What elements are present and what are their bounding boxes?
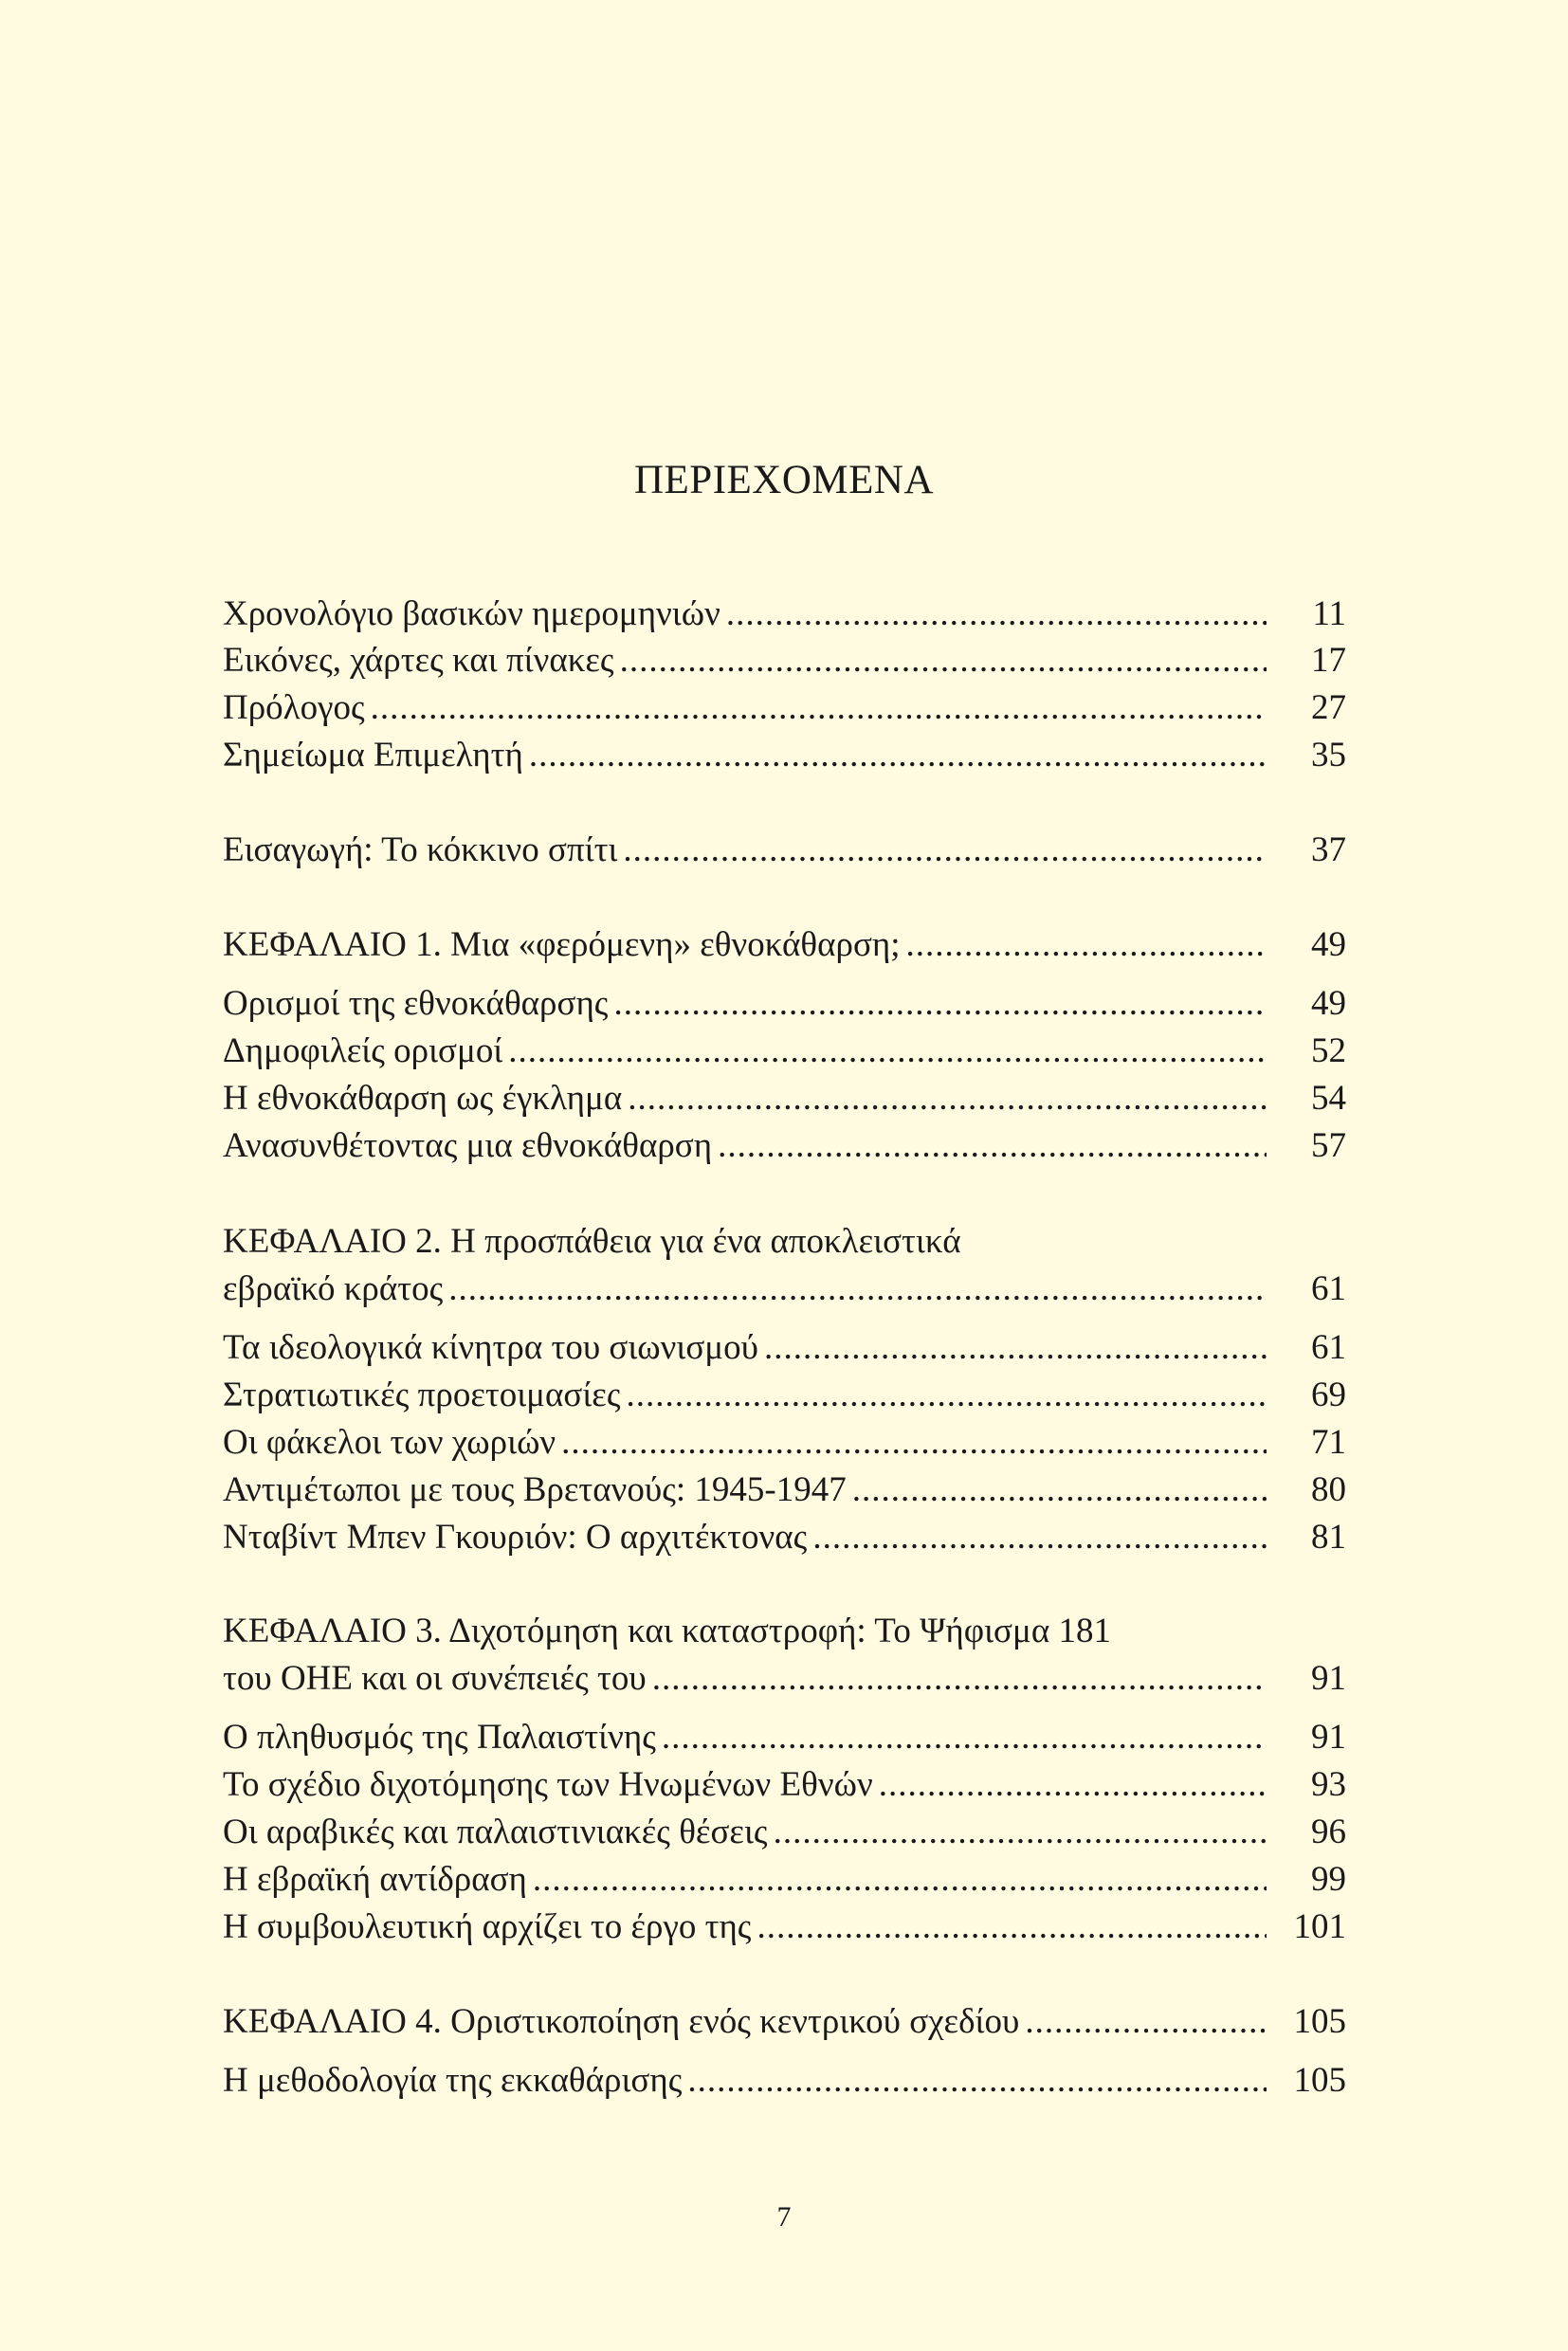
toc-entry-page: 37 bbox=[1311, 830, 1346, 869]
toc-entry[interactable] bbox=[223, 733, 1346, 778]
toc-entry-label: του ΟΗΕ και οι συνέπειές του bbox=[223, 1659, 647, 1698]
dot-leader bbox=[529, 733, 1267, 778]
toc-entry-label: Χρονολόγιο βασικών ημερομηνιών bbox=[223, 594, 720, 633]
toc-entry[interactable] bbox=[223, 2058, 1346, 2104]
toc-entry[interactable] bbox=[223, 1325, 1346, 1371]
toc-entry-page: 69 bbox=[1311, 1376, 1346, 1414]
page-number: 7 bbox=[776, 2201, 792, 2233]
dot-leader bbox=[1025, 1999, 1267, 2045]
toc-entry-label: Η μεθοδολογία της εκκαθάρισης bbox=[223, 2061, 683, 2100]
toc-entry-label: Νταβίντ Μπεν Γκουριόν: Ο αρχιτέκτονας bbox=[223, 1518, 808, 1557]
toc-entry[interactable] bbox=[223, 981, 1346, 1027]
dot-leader bbox=[626, 1373, 1267, 1418]
toc-entry-label: Δημοφιλείς ορισμοί bbox=[223, 1031, 503, 1070]
dot-leader bbox=[687, 2058, 1267, 2104]
toc-entry-page: 61 bbox=[1311, 1328, 1346, 1367]
toc-entry-label: Εικόνες, χάρτες και πίνακες bbox=[223, 641, 614, 680]
toc-entry-page: 49 bbox=[1311, 925, 1346, 964]
toc-entry[interactable] bbox=[223, 1715, 1346, 1760]
toc-entry[interactable] bbox=[223, 1420, 1346, 1466]
toc-entry-label: εβραϊκό κράτος bbox=[223, 1269, 444, 1308]
dot-leader bbox=[628, 1076, 1267, 1121]
toc-entry[interactable] bbox=[223, 828, 1346, 873]
toc-entry-label: Σημείωμα Επιμελητή bbox=[223, 736, 523, 775]
dot-leader bbox=[371, 685, 1267, 731]
toc-entry[interactable] bbox=[223, 1467, 1346, 1513]
toc-entry-label: Αντιμέτωποι με τους Βρετανούς: 1945-1947 bbox=[223, 1470, 847, 1509]
toc-entry[interactable] bbox=[223, 1123, 1346, 1169]
toc-entry-page: 99 bbox=[1311, 1860, 1346, 1899]
toc-entry-page: 80 bbox=[1311, 1470, 1346, 1509]
toc-entry-page: 91 bbox=[1311, 1659, 1346, 1698]
toc-entry-label: Η συμβουλευτική αρχίζει το έργο της bbox=[223, 1907, 752, 1946]
toc-entry-label: Το σχέδιο διχοτόμησης των Ηνωμένων Εθνών bbox=[223, 1765, 873, 1804]
toc-entry-label: ΚΕΦΑΛΑΙΟ 4. Οριστικοποίηση ενός κεντρικού σχεδίου bbox=[223, 2002, 1020, 2041]
toc-entry-page: 96 bbox=[1311, 1813, 1346, 1851]
dot-leader bbox=[652, 1656, 1267, 1702]
toc-entry[interactable] bbox=[223, 1076, 1346, 1121]
toc-entry[interactable] bbox=[223, 685, 1346, 731]
toc-entry[interactable] bbox=[223, 1029, 1346, 1074]
toc-entry[interactable] bbox=[223, 1904, 1346, 1950]
toc-entry-page: 91 bbox=[1311, 1718, 1346, 1757]
dot-leader bbox=[533, 1857, 1267, 1903]
dot-leader bbox=[906, 922, 1267, 968]
toc-entry-page: 81 bbox=[1311, 1518, 1346, 1557]
toc-entry-page: 105 bbox=[1293, 2061, 1346, 2100]
toc-entry-page: 54 bbox=[1311, 1079, 1346, 1118]
dot-leader bbox=[508, 1029, 1267, 1074]
toc-entry[interactable] bbox=[223, 1857, 1346, 1903]
toc-entry-page: 57 bbox=[1311, 1126, 1346, 1165]
toc-entry-label: Εισαγωγή: Το κόκκινο σπίτι bbox=[223, 830, 618, 869]
toc-entry-page: 49 bbox=[1311, 984, 1346, 1023]
dot-leader bbox=[561, 1420, 1267, 1466]
toc-entry-label: Η εβραϊκή αντίδραση bbox=[223, 1860, 527, 1899]
toc-chapter-entry[interactable] bbox=[223, 1999, 1346, 2045]
dot-leader bbox=[764, 1325, 1267, 1371]
toc-chapter-entry[interactable] bbox=[223, 1656, 1346, 1702]
toc-entry-label: ΚΕΦΑΛΑΙΟ 1. Μια «φερόμενη» εθνοκάθαρση; bbox=[223, 925, 901, 964]
toc-entry-label: Οι αραβικές και παλαιστινιακές θέσεις bbox=[223, 1813, 768, 1851]
dot-leader bbox=[448, 1267, 1267, 1312]
toc-entry-label: Ο πληθυσμός της Παλαιστίνης bbox=[223, 1718, 656, 1757]
dot-leader bbox=[613, 981, 1267, 1027]
dot-leader bbox=[620, 638, 1267, 683]
toc-entry-page: 71 bbox=[1311, 1423, 1346, 1462]
toc-chapter-title-line: ΚΕΦΑΛΑΙΟ 3. Διχοτόμηση και καταστροφή: Το Ψήφισμα 181 bbox=[223, 1612, 1111, 1650]
toc-entry-page: 61 bbox=[1311, 1269, 1346, 1308]
toc-entry-page: 35 bbox=[1311, 736, 1346, 775]
toc-entry-page: 93 bbox=[1311, 1765, 1346, 1804]
toc-entry-page: 11 bbox=[1312, 594, 1346, 633]
dot-leader bbox=[623, 828, 1267, 873]
dot-leader bbox=[852, 1467, 1267, 1513]
toc-entry[interactable] bbox=[223, 1810, 1346, 1855]
toc-entry[interactable] bbox=[223, 1515, 1346, 1560]
dot-leader bbox=[879, 1762, 1267, 1808]
dot-leader bbox=[812, 1515, 1267, 1560]
toc-entry-label: Πρόλογος bbox=[223, 688, 365, 727]
toc-entry[interactable] bbox=[223, 592, 1346, 637]
toc-entry-page: 52 bbox=[1311, 1031, 1346, 1070]
toc-entry-page: 17 bbox=[1311, 641, 1346, 680]
toc-entry[interactable] bbox=[223, 638, 1346, 683]
dot-leader bbox=[662, 1715, 1267, 1760]
toc-chapter-entry[interactable] bbox=[223, 922, 1346, 968]
toc-entry-label: Ορισμοί της εθνοκάθαρσης bbox=[223, 984, 609, 1023]
toc-entry-page: 105 bbox=[1293, 2002, 1346, 2041]
toc-entry-page: 27 bbox=[1311, 688, 1346, 727]
toc-entry-label: Στρατιωτικές προετοιμασίες bbox=[223, 1376, 621, 1414]
dot-leader bbox=[774, 1810, 1267, 1855]
toc-chapter-title-line: ΚΕΦΑΛΑΙΟ 2. Η προσπάθεια για ένα αποκλειστικά bbox=[223, 1222, 961, 1261]
toc-entry-page: 101 bbox=[1293, 1907, 1346, 1946]
toc-entry-label: Οι φάκελοι των χωριών bbox=[223, 1423, 556, 1462]
toc-entry[interactable] bbox=[223, 1762, 1346, 1808]
toc-entry-label: Ανασυνθέτοντας μια εθνοκάθαρση bbox=[223, 1126, 713, 1165]
toc-chapter-entry[interactable] bbox=[223, 1267, 1346, 1312]
dot-leader bbox=[757, 1904, 1267, 1950]
toc-entry-label: Η εθνοκάθαρση ως έγκλημα bbox=[223, 1079, 623, 1118]
dot-leader bbox=[718, 1123, 1267, 1169]
dot-leader bbox=[726, 592, 1267, 637]
page-title: ΠΕΡΙΕΧΟΜΕΝΑ bbox=[633, 458, 935, 502]
toc-entry-label: Τα ιδεολογικά κίνητρα του σιωνισμού bbox=[223, 1328, 758, 1367]
toc-entry[interactable] bbox=[223, 1373, 1346, 1418]
